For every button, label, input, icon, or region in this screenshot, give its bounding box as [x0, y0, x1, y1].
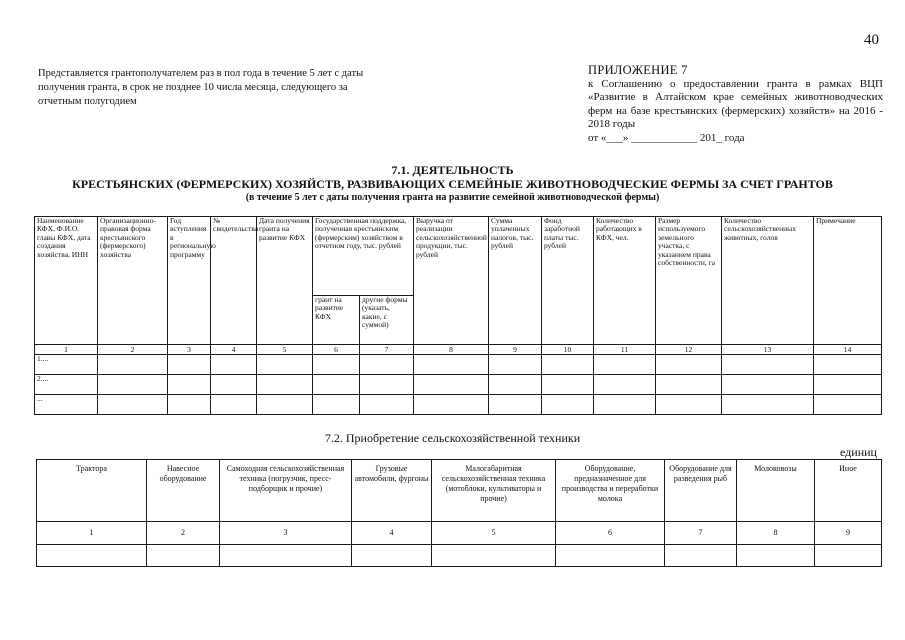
row-label: 1.... — [35, 355, 98, 375]
table-cell[interactable] — [432, 545, 556, 567]
table-cell[interactable] — [352, 545, 432, 567]
table-cell[interactable] — [814, 355, 882, 375]
header-state-support: Государственная поддержка, полученная крестьянским (фермерским) хозяйством в отчетном году, тыс. рублей — [313, 217, 414, 296]
section1-subtitle: (в течение 5 лет с даты получения гранта на развитие семейной животноводческой фермы) — [245, 192, 660, 203]
table-cell[interactable] — [489, 375, 542, 395]
page-number: 40 — [864, 32, 879, 48]
table-cell[interactable] — [360, 355, 414, 375]
column-number: 9 — [489, 345, 542, 355]
table-cell[interactable] — [594, 395, 656, 415]
table-cell[interactable] — [814, 375, 882, 395]
table-cell[interactable] — [737, 545, 815, 567]
table-cell[interactable] — [414, 375, 489, 395]
table-cell[interactable] — [542, 395, 594, 415]
table-cell[interactable] — [722, 395, 814, 415]
column-number: 12 — [656, 345, 722, 355]
header-wage-fund: Фонд заработной платы тыс. рублей — [542, 217, 594, 345]
appendix-text: к Соглашению о предоставлении гранта в рамках ВЦП «Развитие в Алтайском крае семейных животноводческих ферм на базе крестьянских (фермерских) хозяйств» на 2016 - 2018 годы — [588, 77, 883, 130]
units-label: единиц — [840, 445, 877, 459]
equipment-header: Трактора — [37, 460, 147, 522]
header-notes: Примечание — [814, 217, 882, 345]
header-farm-name: Наименование КФХ, Ф.И.О. главы КФХ, дата создания хозяйства, ИНН — [35, 217, 98, 345]
column-number: 4 — [352, 522, 432, 545]
column-number: 6 — [313, 345, 360, 355]
column-number: 13 — [722, 345, 814, 355]
table-cell[interactable] — [257, 395, 313, 415]
header-certificate-number: № свидетельства — [211, 217, 257, 345]
equipment-header: Оборудование для разведения рыб — [665, 460, 737, 522]
section2-title: 7.2. Приобретение сельскохозяйственной техники — [324, 431, 581, 445]
table-cell[interactable] — [489, 355, 542, 375]
column-numbers-row — [35, 345, 882, 355]
table-row — [35, 375, 882, 395]
header-taxes: Сумма уплаченных налогов, тыс. рублей — [489, 217, 542, 345]
column-number: 7 — [665, 522, 737, 545]
column-number: 2 — [147, 522, 220, 545]
column-number: 1 — [35, 345, 98, 355]
table-cell[interactable] — [722, 375, 814, 395]
equipment-header-row — [37, 460, 882, 522]
table-cell[interactable] — [313, 375, 360, 395]
table-cell[interactable] — [211, 375, 257, 395]
table-cell[interactable] — [360, 375, 414, 395]
header-legal-form: Организационно-правовая форма крестьянского (фермерского) хозяйства — [98, 217, 168, 345]
table-row — [37, 545, 882, 567]
table-cell[interactable] — [147, 545, 220, 567]
header-grant-date: Дата получения гранта на развитие КФХ — [257, 217, 313, 345]
header-employees: Количество работающих в КФХ, чел. — [594, 217, 656, 345]
column-number: 3 — [168, 345, 211, 355]
table-cell[interactable] — [556, 545, 665, 567]
table-cell[interactable] — [594, 375, 656, 395]
column-number: 4 — [211, 345, 257, 355]
row-label: ... — [35, 395, 98, 415]
equipment-column-numbers-row — [37, 522, 882, 545]
table-cell[interactable] — [98, 395, 168, 415]
row-label: 2.... — [35, 375, 98, 395]
table-cell[interactable] — [722, 355, 814, 375]
appendix-date-line: от «___» ____________ 201_ года — [588, 131, 745, 144]
column-number: 3 — [220, 522, 352, 545]
header-program-year: Год вступления в региональную программу — [168, 217, 211, 345]
header-land-size: Размер используемого земельного участка, с указанием права собственности, га — [656, 217, 722, 345]
table-cell[interactable] — [211, 395, 257, 415]
header-other-support: другие формы (указать, какие, с суммой) — [360, 296, 414, 345]
table-cell[interactable] — [98, 355, 168, 375]
table-cell[interactable] — [814, 395, 882, 415]
table-cell[interactable] — [665, 545, 737, 567]
column-number: 8 — [737, 522, 815, 545]
table-cell[interactable] — [313, 355, 360, 375]
table-cell[interactable] — [414, 395, 489, 415]
column-number: 5 — [432, 522, 556, 545]
table-cell[interactable] — [414, 355, 489, 375]
table-cell[interactable] — [542, 355, 594, 375]
header-livestock: Количество сельскохозяйственных животных, голов — [722, 217, 814, 345]
column-number: 11 — [594, 345, 656, 355]
table-cell[interactable] — [360, 395, 414, 415]
table-cell[interactable] — [542, 375, 594, 395]
table-cell[interactable] — [98, 375, 168, 395]
table-cell[interactable] — [220, 545, 352, 567]
header-grant-development: грант на развитие КФХ — [313, 296, 360, 345]
table-cell[interactable] — [257, 375, 313, 395]
table-cell[interactable] — [168, 395, 211, 415]
table-cell[interactable] — [815, 545, 882, 567]
equipment-table — [36, 459, 882, 567]
equipment-header: Оборудование, предназначенное для производства и переработки молока — [556, 460, 665, 522]
table-cell[interactable] — [168, 355, 211, 375]
equipment-header: Самоходная сельскохозяйственная техника (погрузчик, пресс-подборщик и прочие) — [220, 460, 352, 522]
farm-activity-table — [34, 216, 882, 415]
table-cell[interactable] — [37, 545, 147, 567]
header-revenue: Выручка от реализации сельскохозяйственной продукции, тыс. рублей — [414, 217, 489, 345]
submission-note: Представляется грантополучателем раз в пол года в течение 5 лет с даты получения гранта, в срок не позднее 10 числа месяца, следующего за отчетным полугодием — [38, 68, 364, 107]
table-cell[interactable] — [257, 355, 313, 375]
table-cell[interactable] — [168, 375, 211, 395]
column-number: 10 — [542, 345, 594, 355]
column-number: 14 — [814, 345, 882, 355]
table-cell[interactable] — [594, 355, 656, 375]
appendix-title: ПРИЛОЖЕНИЕ 7 — [588, 63, 688, 77]
table-cell[interactable] — [211, 355, 257, 375]
column-number: 2 — [98, 345, 168, 355]
equipment-header: Малогабаритная сельскохозяйственная техника (мотоблоки, культиваторы и прочие) — [432, 460, 556, 522]
section1-title: КРЕСТЬЯНСКИХ (ФЕРМЕРСКИХ) ХОЗЯЙСТВ, РАЗВИВАЮЩИХ СЕМЕЙНЫЕ ЖИВОТНОВОДЧЕСКИЕ ФЕРМЫ ЗА СЧЕТ ГРАНТОВ — [72, 177, 833, 191]
equipment-header: Навесное оборудование — [147, 460, 220, 522]
column-number: 5 — [257, 345, 313, 355]
column-number: 1 — [37, 522, 147, 545]
table-cell[interactable] — [313, 395, 360, 415]
column-number: 6 — [556, 522, 665, 545]
table-row — [35, 355, 882, 375]
table-cell[interactable] — [656, 375, 722, 395]
table-cell[interactable] — [489, 395, 542, 415]
column-number: 8 — [414, 345, 489, 355]
table-cell[interactable] — [656, 355, 722, 375]
equipment-header: Иное — [815, 460, 882, 522]
equipment-header: Молоковозы — [737, 460, 815, 522]
section1-number: 7.1. ДЕЯТЕЛЬНОСТЬ — [391, 163, 514, 177]
table-cell[interactable] — [656, 395, 722, 415]
appendix-block — [588, 64, 883, 145]
column-number: 7 — [360, 345, 414, 355]
column-number: 9 — [815, 522, 882, 545]
equipment-header: Грузовые автомобили, фургоны — [352, 460, 432, 522]
table-row — [35, 395, 882, 415]
